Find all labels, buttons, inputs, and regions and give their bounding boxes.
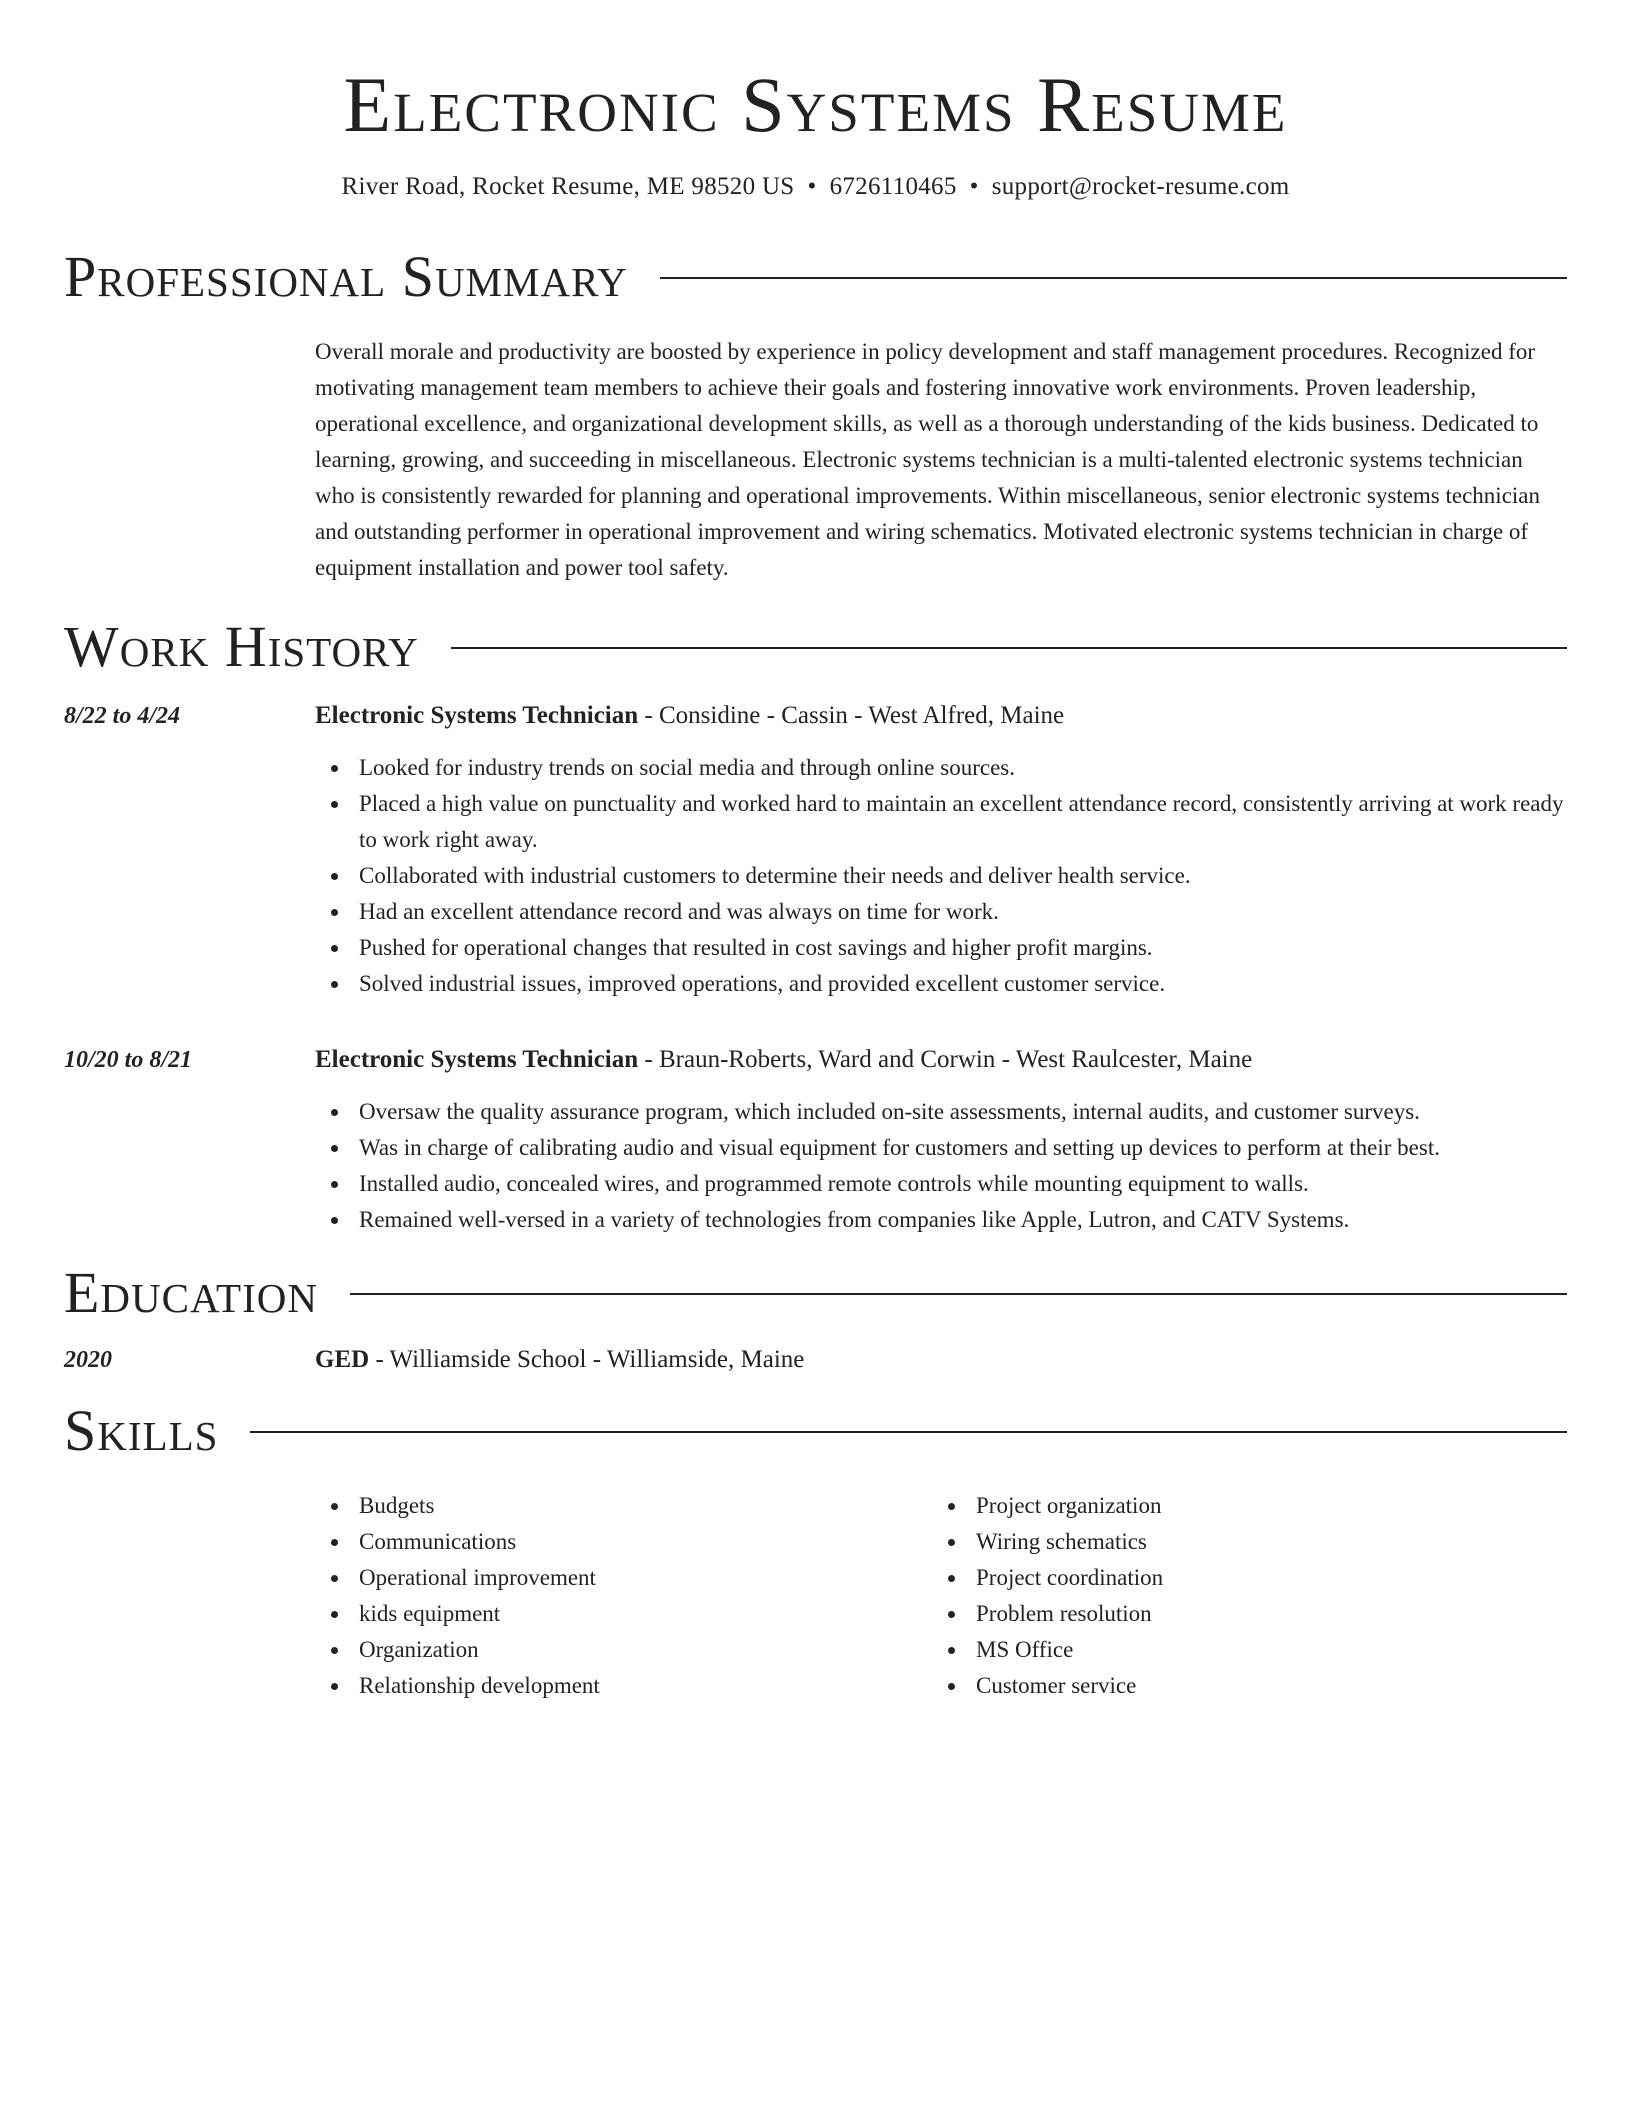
bullet-icon [331, 1647, 338, 1654]
skills-column-right [932, 1488, 1549, 1704]
bullet-icon [331, 801, 338, 808]
bullet-icon [331, 1109, 338, 1116]
job-employer-location: - Braun-Roberts, Ward and Corwin - West Raulcester, Maine [638, 1046, 1253, 1073]
bullet-icon [948, 1683, 955, 1690]
bullet-icon [948, 1575, 955, 1582]
section-divider [451, 647, 1567, 649]
contact-phone: 6726110465 [829, 173, 957, 200]
bullet-text: Pushed for operational changes that resulted in cost savings and higher profit margins. [359, 935, 1153, 960]
bullet-icon [331, 909, 338, 916]
section-divider [350, 1293, 1567, 1295]
bullet-text: Remained well-versed in a variety of technologies from companies like Apple, Lutron, and CATV Systems. [359, 1207, 1350, 1232]
skills-list [315, 1488, 1567, 1704]
list-item [315, 894, 1567, 930]
skill-text: Project coordination [976, 1565, 1164, 1590]
list-item [315, 1130, 1567, 1166]
list-item [315, 1202, 1567, 1238]
job-title: Electronic Systems Technician [315, 702, 639, 729]
job-title-line [315, 1046, 1252, 1074]
bullet-text: Oversaw the quality assurance program, which included on-site assessments, internal audits, and customer surveys. [359, 1099, 1420, 1124]
bullet-text: Collaborated with industrial customers to determine their needs and deliver health service. [359, 863, 1191, 888]
bullet-icon [331, 1611, 338, 1618]
section-header-skills [64, 1400, 1567, 1462]
list-item [315, 1488, 932, 1524]
skill-text: Operational improvement [359, 1565, 596, 1590]
list-item [315, 750, 1567, 786]
bullet-text: Had an excellent attendance record and was always on time for work. [359, 899, 999, 924]
job-bullets [315, 1094, 1567, 1238]
section-header-work-history [64, 616, 1567, 678]
skill-text: Organization [359, 1637, 479, 1662]
section-header-summary [64, 246, 1567, 308]
list-item [315, 966, 1567, 1002]
job-entry [64, 702, 1567, 1002]
list-item [932, 1560, 1549, 1596]
list-item [315, 1166, 1567, 1202]
skill-text: Project organization [976, 1493, 1162, 1518]
education-line [315, 1346, 804, 1374]
job-header [64, 702, 1567, 730]
bullet-icon [948, 1503, 955, 1510]
resume-title: Electronic Systems Resume [343, 61, 1288, 148]
bullet-icon [331, 1503, 338, 1510]
list-item [315, 1524, 932, 1560]
job-title-line [315, 702, 1064, 730]
list-item [932, 1668, 1549, 1704]
section-title-work-history: Work History [64, 614, 419, 679]
list-item [315, 1632, 932, 1668]
education-year: 2020 [64, 1347, 112, 1373]
list-item [315, 1094, 1567, 1130]
list-item [315, 1560, 932, 1596]
bullet-icon [331, 1539, 338, 1546]
bullet-icon [331, 945, 338, 952]
section-title-summary: Professional Summary [64, 244, 628, 309]
skill-text: Customer service [976, 1673, 1137, 1698]
job-dates: 8/22 to 4/24 [64, 703, 181, 729]
bullet-icon [331, 873, 338, 880]
education-degree: GED [315, 1346, 370, 1373]
list-item [932, 1596, 1549, 1632]
bullet-text: Solved industrial issues, improved operations, and provided excellent customer service. [359, 971, 1166, 996]
skill-text: Budgets [359, 1493, 435, 1518]
skill-text: Communications [359, 1529, 517, 1554]
skill-text: MS Office [976, 1637, 1074, 1662]
section-divider [250, 1431, 1567, 1433]
skill-text: Problem resolution [976, 1601, 1152, 1626]
section-header-education [64, 1262, 1567, 1324]
list-item [315, 930, 1567, 966]
job-header [64, 1046, 1567, 1074]
list-item [315, 1596, 932, 1632]
bullet-text: Installed audio, concealed wires, and programmed remote controls while mounting equipment to walls. [359, 1171, 1309, 1196]
list-item [932, 1524, 1549, 1560]
list-item [315, 1668, 932, 1704]
bullet-icon [331, 1575, 338, 1582]
bullet-icon [331, 765, 338, 772]
bullet-icon [331, 1181, 338, 1188]
bullet-icon [331, 1683, 338, 1690]
skills-column-left [315, 1488, 932, 1704]
bullet-icon [331, 1217, 338, 1224]
job-entry [64, 1046, 1567, 1238]
list-item [315, 786, 1567, 858]
contact-email: support@rocket-resume.com [991, 173, 1290, 200]
education-entry [64, 1346, 1567, 1374]
contact-separator: • [969, 173, 979, 200]
list-item [932, 1488, 1549, 1524]
bullet-text: Was in charge of calibrating audio and visual equipment for customers and setting up devices to perform at their best. [359, 1135, 1440, 1160]
bullet-icon [331, 981, 338, 988]
job-title: Electronic Systems Technician [315, 1046, 639, 1073]
bullet-icon [948, 1611, 955, 1618]
bullet-icon [331, 1145, 338, 1152]
section-title-education: Education [64, 1260, 318, 1325]
section-divider [660, 277, 1567, 279]
education-school-location: - Williamside School - Williamside, Maine [369, 1346, 805, 1373]
summary-text: Overall morale and productivity are boosted by experience in policy development and staff management procedures. Recognized for motivating management team members to achieve their goals and fostering innovative work environments. Proven leadership, operational excellence, and organizational development skills, as well as a thorough understanding of the kids business. Dedicated to learning, growing, and succeeding in miscellaneous. Electronic systems technician is a multi-talented electronic systems technician who is consistently rewarded for planning and operational improvements. Within miscellaneous, senior electronic systems technician and outstanding performer in operational improvement and wiring schematics. Motivated electronic systems technician in charge of equipment installation and power tool safety. [315, 339, 1540, 580]
list-item [315, 858, 1567, 894]
list-item [932, 1632, 1549, 1668]
resume-page [64, 0, 1567, 1704]
bullet-text: Placed a high value on punctuality and worked hard to maintain an excellent attendance record, consistently arriving at work ready to work right away. [359, 791, 1564, 852]
job-dates: 10/20 to 8/21 [64, 1047, 193, 1073]
job-employer-location: - Considine - Cassin - West Alfred, Maine [638, 702, 1065, 729]
job-bullets [315, 750, 1567, 1002]
bullet-icon [948, 1647, 955, 1654]
skill-text: Wiring schematics [976, 1529, 1147, 1554]
section-title-skills: Skills [64, 1398, 219, 1463]
contact-separator: • [807, 173, 817, 200]
skill-text: Relationship development [359, 1673, 600, 1698]
bullet-icon [948, 1539, 955, 1546]
contact-address: River Road, Rocket Resume, ME 98520 US [341, 173, 795, 200]
bullet-text: Looked for industry trends on social media and through online sources. [359, 755, 1015, 780]
contact-line [64, 170, 1567, 204]
skill-text: kids equipment [359, 1601, 501, 1626]
